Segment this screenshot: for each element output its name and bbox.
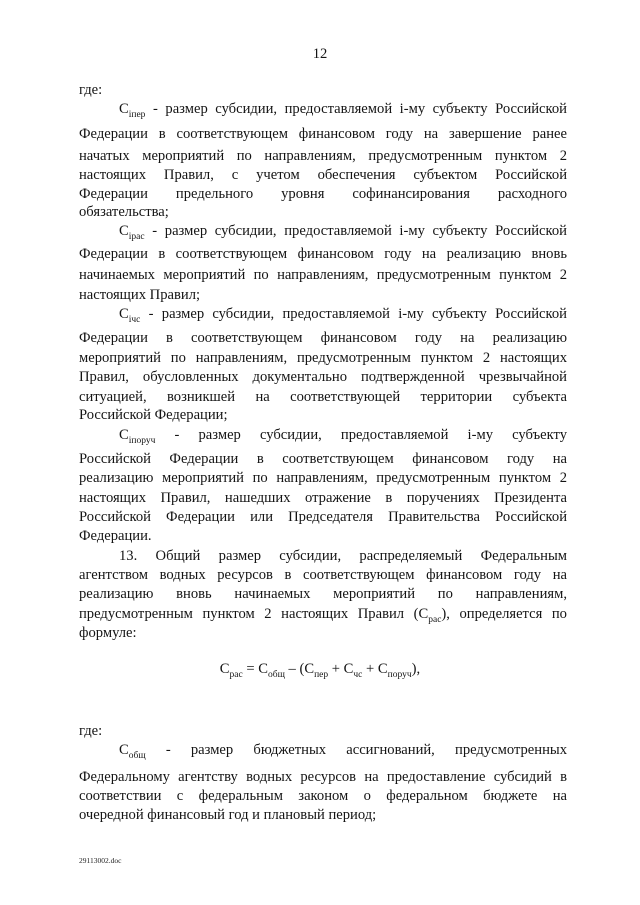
formula-sub-per: пер — [314, 670, 329, 680]
where-label-2: где: — [79, 723, 103, 739]
c-poruch-line-1 — [79, 426, 567, 444]
formula-end: ), — [411, 661, 421, 677]
formula-sub-chs: чс — [353, 670, 363, 680]
c-per-line-6: обязательства; — [79, 204, 169, 220]
where-label-1: где: — [79, 82, 103, 98]
formula-plus-1: + C — [328, 661, 354, 677]
c-per-line-2: Федерации в соответствующем финансовом году на завершение ранее — [79, 126, 567, 142]
c-poruch-subscript: iпоруч — [128, 436, 156, 446]
item13-line-5: формуле: — [79, 625, 137, 641]
c-obsh-line-1 — [79, 741, 567, 759]
item13-text-4a: предусмотренным пунктом 2 настоящих Правил (C — [79, 606, 429, 622]
c-per-line-1 — [79, 100, 567, 118]
formula-c1: C — [219, 661, 230, 677]
formula-minus: – (C — [284, 661, 315, 677]
footer-filename: 29113002.doc — [79, 856, 122, 865]
c-obsh-line-3: соответствии с федеральным законом о федеральном бюджете на — [79, 788, 567, 804]
item13-subscript: рас — [428, 615, 442, 625]
c-poruch-line-4: настоящих Правил, нашедших отражение в поручениях Президента — [79, 490, 567, 506]
item13-text-4b: ), определяется по — [441, 606, 567, 622]
item13-line-1: 13. Общий размер субсидии, распределяемый Федеральным — [119, 548, 567, 564]
formula — [0, 661, 640, 680]
c-chs-subscript: iчс — [128, 315, 141, 325]
item13-line-3: реализацию вновь начинаемых мероприятий по направлениям, — [79, 586, 567, 602]
c-ras-subscript: iрас — [128, 232, 145, 242]
c-poruch-line-2: Российской Федерации в соответствующем финансовом году на — [79, 451, 567, 467]
c-ras-line-2: Федерации в соответствующем финансовом году на реализацию вновь — [79, 246, 567, 262]
c-obsh-text-1: - размер бюджетных ассигнований, предусмотренных — [145, 742, 567, 758]
c-chs-line-1 — [79, 305, 567, 323]
c-poruch-line-6: Федерации. — [79, 528, 152, 544]
c-chs-line-4: Правил, обусловленных документально подтвержденной чрезвычайной — [79, 369, 567, 385]
item13-line-4 — [79, 605, 567, 623]
c-per-line-5: Федерации предельного уровня софинансирования расходного — [79, 186, 567, 202]
c-obsh-subscript: общ — [128, 751, 146, 761]
c-poruch-text-1: - размер субсидии, предоставляемой i-му субъекту — [155, 427, 567, 443]
formula-eq: = C — [242, 661, 268, 677]
c-chs-line-5: ситуацией, возникшей на соответствующей территории субъекта — [79, 389, 567, 405]
formula-plus-2: + C — [362, 661, 388, 677]
c-obsh-line-4: очередной финансовый год и плановый период; — [79, 807, 377, 823]
c-chs-line-6: Российской Федерации; — [79, 407, 228, 423]
c-ras-symbol: C — [119, 223, 129, 239]
c-obsh-symbol: C — [119, 742, 129, 758]
formula-sub-obsh: общ — [267, 670, 285, 680]
c-chs-text-1: - размер субсидии, предоставляемой i-му субъекту Российской — [140, 306, 567, 322]
c-per-line-3: начатых мероприятий по направлениям, предусмотренным пунктом 2 — [79, 148, 567, 164]
formula-sub-ras: рас — [229, 670, 243, 680]
c-ras-text-1: - размер субсидии, предоставляемой i-му субъекту Российской — [144, 223, 567, 239]
c-chs-symbol: C — [119, 306, 129, 322]
c-obsh-line-2: Федеральному агентству водных ресурсов на предоставление субсидий в — [79, 769, 567, 785]
c-per-subscript: iпер — [128, 110, 146, 120]
document-body — [79, 0, 567, 905]
page-number: 12 — [312, 46, 328, 62]
c-ras-line-3: начинаемых мероприятий по направлениям, предусмотренным пунктом 2 — [79, 267, 567, 283]
c-per-text-1: - размер субсидии, предоставляемой i-му субъекту Российской — [145, 101, 567, 117]
c-ras-line-4: настоящих Правил; — [79, 287, 201, 303]
c-chs-line-3: мероприятий по направлениям, предусмотренным пунктом 2 настоящих — [79, 350, 567, 366]
c-per-line-4: настоящих Правил, с учетом обеспечения субъектом Российской — [79, 167, 567, 183]
item13-line-2: агентством водных ресурсов в соответствующем финансовом году на — [79, 567, 567, 583]
c-per-symbol: C — [119, 101, 129, 117]
c-ras-line-1 — [79, 222, 567, 240]
c-poruch-line-5: Российской Федерации или Председателя Правительства Российской — [79, 509, 567, 525]
formula-sub-poruch: поруч — [387, 670, 412, 680]
c-poruch-line-3: реализацию мероприятий по направлениям, предусмотренным пунктом 2 — [79, 470, 567, 486]
c-chs-line-2: Федерации в соответствующем финансовом году на реализацию — [79, 330, 567, 346]
c-poruch-symbol: C — [119, 427, 129, 443]
